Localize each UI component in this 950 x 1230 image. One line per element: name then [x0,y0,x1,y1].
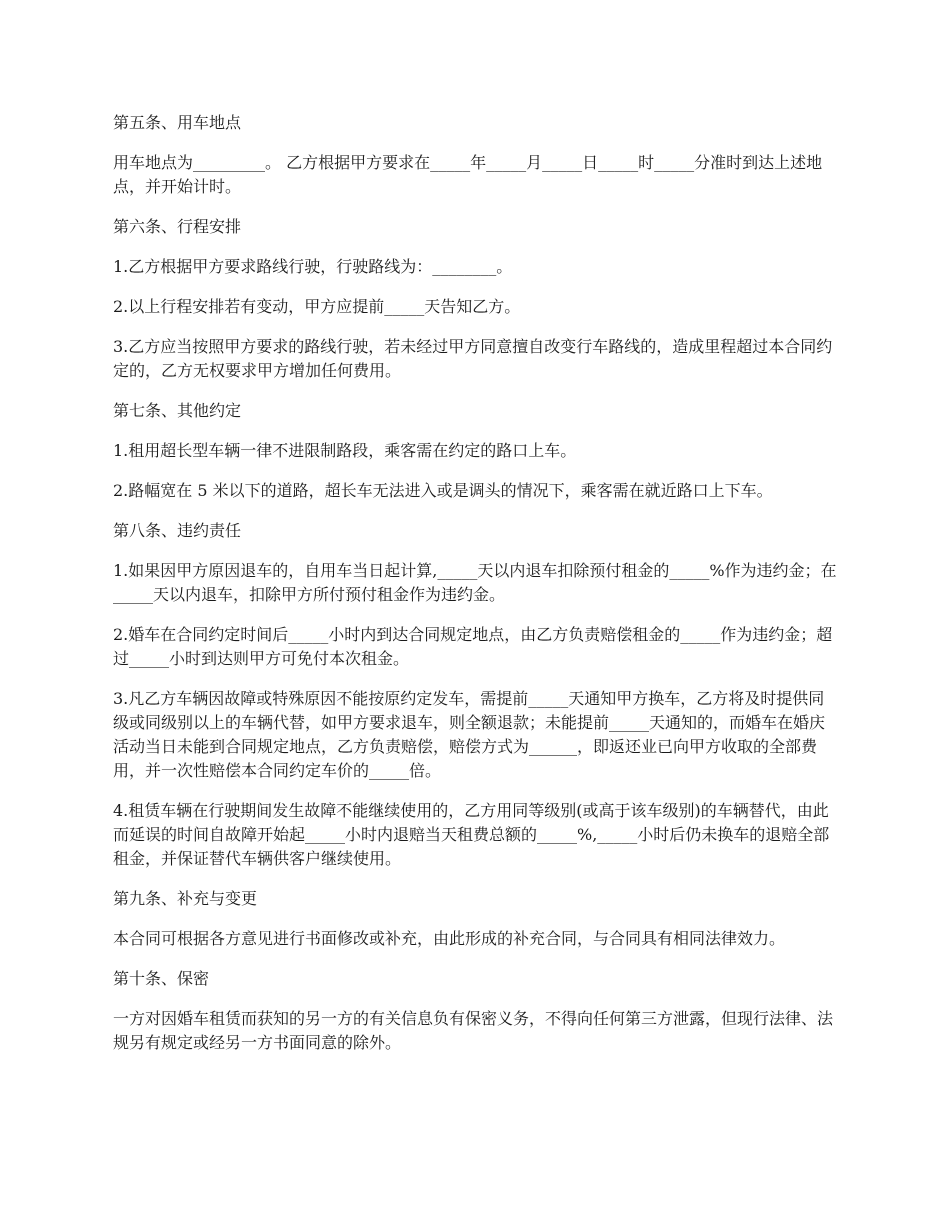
paragraph-restricted-road: 1.租用超长型车辆一律不进限制路段，乘客需在约定的路口上车。 [113,441,577,460]
paragraph-amendments: 本合同可根据各方意见进行书面修改或补充，由此形成的补充合同，与合同具有相同法律效力。 [113,929,786,948]
section-heading-9: 第九条、补充与变更 [113,889,258,908]
section-heading-10: 第十条、保密 [113,969,210,988]
paragraph-route-compliance: 3.乙方应当按照甲方要求的路线行驶，若未经过甲方同意擅自改变行车路线的，造成里程超过本合同约定的，乙方无权要求甲方增加任何费用。 [113,337,833,380]
paragraph-confidentiality: 一方对因婚车租赁而获知的另一方的有关信息负有保密义务，不得向任何第三方泄露，但现行法律、法规另有规定或经另一方书面同意的除外。 [113,1009,834,1052]
section-heading-5: 第五条、用车地点 [113,113,242,132]
section-heading-8: 第八条、违约责任 [113,521,242,540]
paragraph-breakdown-replacement: 4.租赁车辆在行驶期间发生故障不能继续使用的，乙方用同等级别(或高于该车级别)的车辆替代，由此而延误的时间自故障开始起_____小时内退赔当天租费总额的_____%,_____小时后仍未换车的退赔全部租金，并保证替代车辆供客户继续使用。 [113,801,830,868]
section-heading-6: 第六条、行程安排 [113,217,242,236]
paragraph-location: 用车地点为_________。 乙方根据甲方要求在_____年_____月_____日_____时_____分准时到达上述地点，并开始计时。 [113,153,823,196]
paragraph-schedule-change: 2.以上行程安排若有变动，甲方应提前_____天告知乙方。 [113,297,521,316]
paragraph-route: 1.乙方根据甲方要求路线行驶，行驶路线为：________。 [113,257,513,276]
paragraph-cancellation: 1.如果因甲方原因退车的，自用车当日起计算,_____天以内退车扣除预付租金的_____%作为违约金；在_____天以内退车，扣除甲方所付预付租金作为违约金。 [113,561,837,604]
paragraph-road-width: 2.路幅宽在 5 米以下的道路，超长车无法进入或是调头的情况下，乘客需在就近路口上下车。 [113,481,773,500]
section-heading-7: 第七条、其他约定 [113,401,242,420]
paragraph-vehicle-failure: 3.凡乙方车辆因故障或特殊原因不能按原约定发车，需提前_____天通知甲方换车，乙方将及时提供同级或同级别以上的车辆代替，如甲方要求退车，则全额退款；未能提前_____天通知的，而婚车在婚庆活动当日未能到合同规定地点，乙方负责赔偿，赔偿方式为______，即返还业已向甲方收取的全部费用，并一次性赔偿本合同约定车价的_____倍。 [113,689,826,780]
document-page [113,111,839,1071]
paragraph-late-arrival: 2.婚车在合同约定时间后_____小时内到达合同规定地点，由乙方负责赔偿租金的_____作为违约金；超过_____小时到达则甲方可免付本次租金。 [113,625,833,668]
